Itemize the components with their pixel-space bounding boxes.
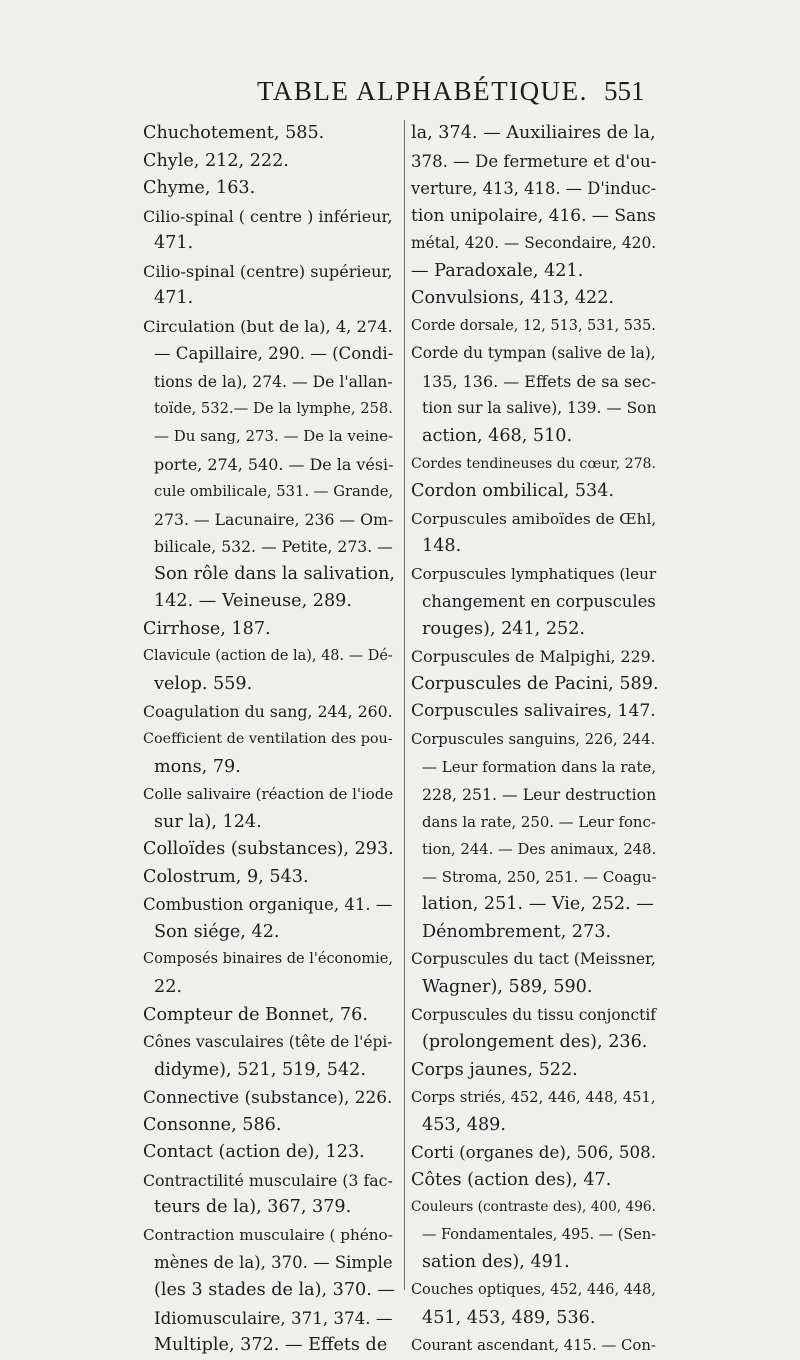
index-entry-line: Coefficient de ventilation des pou-: [143, 731, 393, 748]
index-entry-line: teurs de la), 367, 379.: [154, 1197, 352, 1218]
index-entry-line: bilicale, 532. — Petite, 273. —: [154, 537, 393, 557]
index-entry-line: velop. 559.: [154, 673, 253, 694]
index-entry-line: — Paradoxale, 421.: [411, 260, 584, 281]
index-entry-line: — Leur formation dans la rate,: [422, 757, 657, 776]
index-entry-line: Cilio-spinal ( centre ) inférieur,: [143, 206, 393, 226]
index-entry-line: Cordon ombilical, 534.: [411, 481, 614, 502]
index-entry-line: Couleurs (contraste des), 400, 496.: [411, 1199, 656, 1216]
index-entry-line: cule ombilicale, 531. — Grande,: [154, 483, 394, 501]
index-entry-line: Corpuscules amiboïdes de Œhl,: [411, 509, 657, 528]
running-title: TABLE ALPHABÉTIQUE.: [257, 76, 588, 106]
index-entry-line: Cordes tendineuses du cœur, 278.: [411, 455, 657, 472]
index-entry-line: 228, 251. — Leur destruction: [422, 785, 657, 805]
index-entry-line: Corpuscules du tact (Meissner,: [411, 950, 656, 969]
index-entry-line: la, 374. — Auxiliaires de la,: [411, 123, 656, 143]
index-entry-line: Courant ascendant, 415. — Con-: [411, 1336, 656, 1355]
index-entry-line: 22.: [154, 976, 182, 997]
index-entry-line: Cirrhose, 187.: [143, 618, 271, 639]
index-entry-line: (prolongement des), 236.: [422, 1032, 648, 1053]
index-entry-line: Colle salivaire (réaction de l'iode: [143, 785, 394, 804]
index-entry-line: Circulation (but de la), 4, 274.: [143, 316, 393, 336]
index-entry-line: (les 3 stades de la), 370. —: [154, 1279, 395, 1300]
index-entry-line: Multiple, 372. — Effets de: [154, 1335, 388, 1356]
page-header: [0, 72, 800, 112]
index-entry-line: verture, 413, 418. — D'induc-: [411, 179, 657, 199]
index-entry-line: tion, 244. — Des animaux, 248.: [422, 841, 657, 859]
index-entry-line: didyme), 521, 519, 542.: [154, 1059, 366, 1080]
index-entry-line: Son rôle dans la salivation,: [154, 563, 396, 584]
index-entry-line: Corti (organes de), 506, 508.: [411, 1142, 657, 1163]
index-entry-line: 135, 136. — Effets de sa sec-: [422, 371, 656, 391]
index-entry-line: Corde du tympan (salive de la),: [411, 344, 656, 363]
index-entry-line: — Fondamentales, 495. — (Sen-: [422, 1226, 657, 1243]
index-entry-line: sur la), 124.: [154, 811, 262, 832]
index-entry-line: Chyle, 212, 222.: [143, 150, 289, 171]
index-entry-line: lation, 251. — Vie, 252. —: [422, 894, 654, 915]
index-entry-line: Corpuscules du tissu conjonctif: [411, 1005, 656, 1024]
index-entry-line: Convulsions, 413, 422.: [411, 288, 615, 309]
index-entry-line: métal, 420. — Secondaire, 420.: [411, 234, 657, 253]
index-column-left: [143, 120, 398, 1360]
index-entry-line: Corpuscules lymphatiques (leur: [411, 564, 657, 583]
index-entry-line: Contact (action de), 123.: [143, 1142, 365, 1163]
index-entry-line: — Stroma, 250, 251. — Coagu-: [422, 867, 657, 886]
index-entry-line: — Du sang, 273. — De la veine-: [154, 427, 394, 446]
index-entry-line: Chyme, 163.: [143, 178, 256, 199]
index-entry-line: Corpuscules salivaires, 147.: [411, 701, 656, 722]
index-entry-line: Idiomusculaire, 371, 374. —: [154, 1307, 393, 1328]
index-entry-line: Cilio-spinal (centre) supérieur,: [143, 261, 393, 281]
index-entry-line: Colloïdes (substances), 293.: [143, 839, 394, 860]
index-entry-line: Composés binaires de l'économie,: [143, 951, 393, 968]
index-entry-line: Cônes vasculaires (tête de l'épi-: [143, 1033, 393, 1052]
index-entry-line: 453, 489.: [422, 1114, 506, 1135]
index-entry-line: Colostrum, 9, 543.: [143, 866, 309, 887]
index-entry-line: 148.: [422, 536, 462, 557]
index-entry-line: dans la rate, 250. — Leur fonc-: [422, 812, 656, 831]
index-entry-line: Contractilité musculaire (3 fac-: [143, 1170, 393, 1190]
index-entry-line: mons, 79.: [154, 756, 241, 777]
index-entry-line: Corde dorsale, 12, 513, 531, 535.: [411, 317, 656, 334]
index-entry-line: tion sur la salive), 139. — Son: [422, 399, 657, 418]
index-entry-line: Combustion organique, 41. —: [143, 895, 393, 915]
index-entry-line: Clavicule (action de la), 48. — Dé-: [143, 648, 393, 665]
index-entry-line: tions de la), 274. — De l'allan-: [154, 371, 393, 391]
index-entry-line: Connective (substance), 226.: [143, 1087, 393, 1108]
index-entry-line: tion unipolaire, 416. — Sans: [411, 205, 656, 226]
index-entry-line: Dénombrement, 273.: [422, 921, 612, 942]
index-entry-line: Corpuscules de Pacini, 589.: [411, 673, 659, 694]
index-entry-line: Wagner), 589, 590.: [422, 976, 593, 997]
index-entry-line: action, 468, 510.: [422, 426, 573, 447]
index-entry-line: 451, 453, 489, 536.: [422, 1307, 596, 1328]
index-entry-line: Corps jaunes, 522.: [411, 1059, 578, 1080]
index-entry-line: Côtes (action des), 47.: [411, 1169, 612, 1190]
index-entry-line: 471.: [154, 288, 194, 309]
page-number: 551: [604, 76, 645, 106]
index-entry-line: Contraction musculaire ( phéno-: [143, 1225, 393, 1244]
index-entry-line: Corpuscules de Malpighi, 229.: [411, 647, 656, 667]
index-entry-line: Chuchotement, 585.: [143, 123, 325, 143]
index-entry-line: changement en corpuscules: [422, 592, 656, 612]
index-entry-line: Corpuscules sanguins, 226, 244.: [411, 731, 656, 749]
index-entry-line: porte, 274, 540. — De la vési-: [154, 454, 394, 474]
index-entry-line: mènes de la), 370. — Simple: [154, 1253, 393, 1273]
index-entry-line: 378. — De fermeture et d'ou-: [411, 151, 657, 171]
index-entry-line: Coagulation du sang, 244, 260.: [143, 702, 393, 722]
index-column-right: [411, 120, 661, 1360]
column-divider: [404, 120, 405, 1290]
index-entry-line: Consonne, 586.: [143, 1114, 282, 1135]
index-entry-line: toïde, 532.— De la lymphe, 258.: [154, 400, 393, 418]
index-entry-line: Couches optiques, 452, 446, 448,: [411, 1281, 656, 1298]
index-entry-line: — Capillaire, 290. — (Condi-: [154, 344, 394, 364]
index-entry-line: 471.: [154, 233, 194, 254]
index-entry-line: sation des), 491.: [422, 1252, 570, 1273]
index-entry-line: 142. — Veineuse, 289.: [154, 591, 352, 612]
index-entry-line: rouges), 241, 252.: [422, 618, 586, 639]
index-entry-line: Son siége, 42.: [154, 921, 280, 942]
index-entry-line: Corps striés, 452, 446, 448, 451,: [411, 1089, 656, 1107]
index-entry-line: 273. — Lacunaire, 236 — Om-: [154, 509, 394, 529]
index-entry-line: Compteur de Bonnet, 76.: [143, 1004, 368, 1025]
